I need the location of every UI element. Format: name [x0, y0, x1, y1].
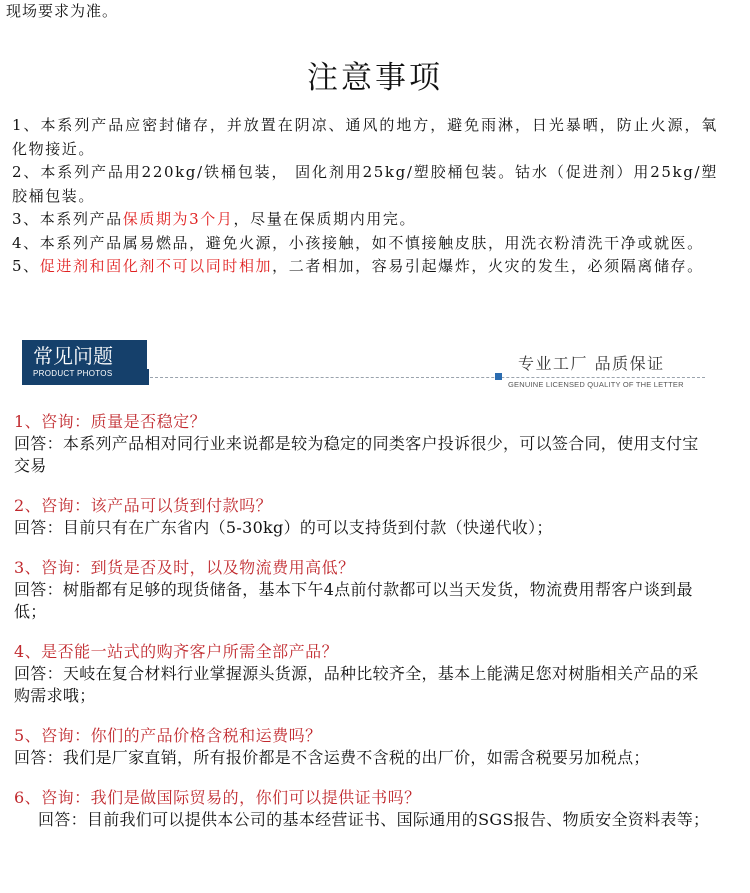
faq-answer: 回答：本系列产品相对同行业来说都是较为稳定的同类客户投诉很少，可以签合同，使用支付宝交易 — [14, 434, 699, 475]
faq-question: 2、咨询：该产品可以货到付款吗？ — [14, 496, 273, 515]
faq-item — [14, 556, 714, 623]
faq-item — [14, 494, 714, 539]
notice-item — [12, 208, 718, 232]
notice-item — [12, 255, 718, 279]
faq-list — [14, 410, 714, 848]
faq-subtitle: PRODUCT PHOTOS — [33, 369, 113, 378]
notice-title: 注意事项 — [307, 60, 443, 96]
top-line-text: 现场要求为准。 — [6, 2, 119, 20]
notice-text: ，二者相加，容易引起爆炸，火灾的发生，必须隔离储存。 — [272, 257, 704, 275]
faq-answer: 回答：目前只有在广东省内（5-30kg）的可以支持货到付款（快递代收）； — [14, 518, 553, 537]
notice-text: 1、本系列产品应密封储存，并放置在阴凉、通风的地方，避免雨淋，日光暴晒，防止火源，氧化物接近。 — [12, 116, 718, 158]
faq-title: 常见问题 — [33, 344, 113, 368]
notice-text: 2、本系列产品用220kg/铁桶包装， 固化剂用25kg/塑胶桶包装。钴水（促进剂）用25kg/塑胶桶包装。 — [12, 163, 718, 205]
notice-highlight: 保质期为3个月 — [122, 210, 234, 228]
divider-square-marker — [495, 373, 502, 380]
faq-question: 4、是否能一站式的购齐客户所需全部产品？ — [14, 642, 339, 661]
dashed-divider — [150, 377, 705, 378]
notice-item — [12, 161, 718, 208]
notice-list — [12, 114, 718, 279]
faq-question: 5、咨询：你们的产品价格含税和运费吗？ — [14, 726, 322, 745]
faq-question: 1、咨询：质量是否稳定？ — [14, 412, 207, 431]
faq-item — [14, 724, 714, 769]
faq-item — [14, 410, 714, 477]
quality-slogan: 专业工厂 品质保证 — [518, 354, 665, 373]
faq-answer: 回答：树脂都有足够的现货储备，基本下午4点前付款都可以当天发货，物流费用帮客户谈到最低； — [14, 580, 693, 621]
faq-question: 3、咨询：到货是否及时，以及物流费用高低？ — [14, 558, 355, 577]
notice-text: ，尽量在保质期内用完。 — [233, 210, 417, 228]
notice-text: 3、本系列产品 — [12, 210, 123, 228]
faq-item — [14, 640, 714, 707]
faq-answer: 回答：我们是厂家直销，所有报价都是不含运费不含税的出厂价，如需含税要另加税点； — [14, 748, 650, 767]
faq-question: 6、咨询：我们是做国际贸易的，你们可以提供证书吗？ — [14, 788, 421, 807]
faq-answer: 回答：天岐在复合材料行业掌握源头货源，品种比较齐全，基本上能满足您对树脂相关产品的采购需求哦； — [14, 664, 699, 705]
notice-item — [12, 232, 718, 256]
notice-text: 5、 — [12, 257, 40, 275]
notice-text: 4、本系列产品属易燃品，避免火源，小孩接触，如不慎接触皮肤，用洗衣粉清洗干净或就医。 — [12, 233, 704, 252]
notice-item — [12, 114, 718, 161]
quality-slogan-en: GENUINE LICENSED QUALITY OF THE LETTER — [508, 380, 684, 389]
faq-answer: 回答：目前我们可以提供本公司的基本经营证书、国际通用的SGS报告、物质安全资料表等； — [38, 810, 710, 829]
notice-highlight: 促进剂和固化剂不可以同时相加 — [39, 257, 273, 275]
faq-title-badge — [22, 340, 147, 385]
faq-section-header — [0, 340, 750, 390]
badge-tab-decoration — [141, 369, 149, 385]
faq-item — [14, 786, 714, 831]
